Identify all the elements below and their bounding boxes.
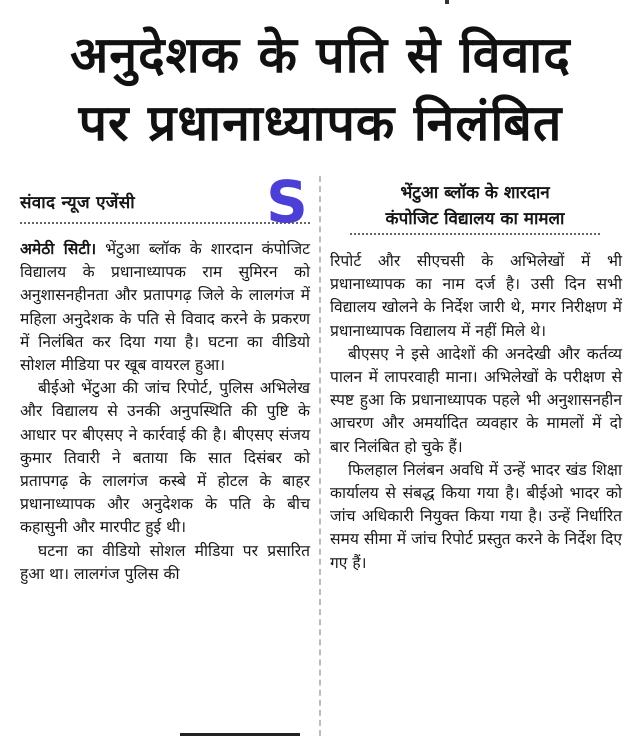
bottom-edge-fragment	[180, 733, 300, 736]
paragraph-4: रिपोर्ट और सीएचसी के अभिलेखों में भी प्रधानाध्यापक का नाम दर्ज है। उसी दिन सभी विद्यालय खोलने के निर्देश जारी थे, मगर निरीक्षण में प्रधानाध्यापक विद्यालय में नहीं मिले थे।	[330, 252, 622, 340]
column-divider	[319, 176, 321, 736]
byline: संवाद न्यूज एजेंसी	[20, 193, 135, 213]
paragraph-5: बीएसए ने इसे आदेशों की अनदेखी और कर्तव्य पालन में लापरवाही माना। अभिलेखों के परीक्षण से स्पष्ट हुआ कि प्रधानाध्यापक पहले भी अनुशासनहीन आचरण और अमर्यादित व्यवहार के मामलों में दो बार निलंबित हो चुके हैं।	[330, 344, 622, 456]
subhead-line-2: कंपोजिट विद्यालय का मामला	[385, 209, 565, 229]
dateline: अमेठी सिटी।	[20, 240, 97, 258]
headline-line-2: पर प्रधानाध्यापक निलंबित	[78, 94, 563, 152]
paragraph-1-body: भेंटुआ ब्लॉक के शारदान कंपोजिट विद्यालय के प्रधानाध्यापक राम सुमिरन को अनुशासनहीनता और प्रतापगढ़ जिले के लालगंज में महिला अनुदेशक के पति से विवाद करने के प्रकरण में निलंबित कर दिया गया है। घटना का वीडियो सोशल मीडिया पर खूब वायरल हुआ।	[20, 240, 310, 375]
headline-line-1: अनुदेशक के पति से विवाद	[70, 26, 571, 84]
paragraph-6: फिलहाल निलंबन अवधि में उन्हें भादर खंड शिक्षा कार्यालय से संबद्ध किया गया है। बीईओ भादर को जांच अधिकारी नियुक्त किया गया है। उन्हें निर्धारित समय सीमा में जांच रिपोर्ट प्रस्तुत करने के निर्देश दिए गए हैं।	[330, 460, 622, 572]
subhead-line-1: भेंटुआ ब्लॉक के शारदान	[400, 183, 550, 203]
clipped-text-fragment	[445, 0, 449, 4]
paragraph-2: बीईओ भेंटुआ की जांच रिपोर्ट, पुलिस अभिलेख और विद्यालय से उनकी अनुपस्थिति की पुष्टि के आधार पर बीएसए ने कार्रवाई की है। बीएसए संजय कुमार तिवारी ने बताया कि सात दिसंबर को प्रतापगढ़ के लालगंज कस्बे में होटल के बाहर प्रधानाध्यापक और अनुदेशक के पति के बीच कहासुनी और मारपीट हुई थी।	[20, 379, 310, 537]
top-edge-fragment	[0, 0, 641, 6]
paragraph-1	[20, 238, 310, 377]
article-headline	[0, 20, 641, 156]
right-column	[330, 250, 622, 575]
left-column	[20, 238, 310, 586]
s-logo-icon: S	[266, 168, 308, 236]
article-subhead	[330, 180, 620, 232]
paragraph-3: घटना का वीडियो सोशल मीडिया पर प्रसारित हुआ था। लालगंज पुलिस की	[20, 541, 310, 583]
subhead-dotted-rule	[350, 233, 600, 235]
